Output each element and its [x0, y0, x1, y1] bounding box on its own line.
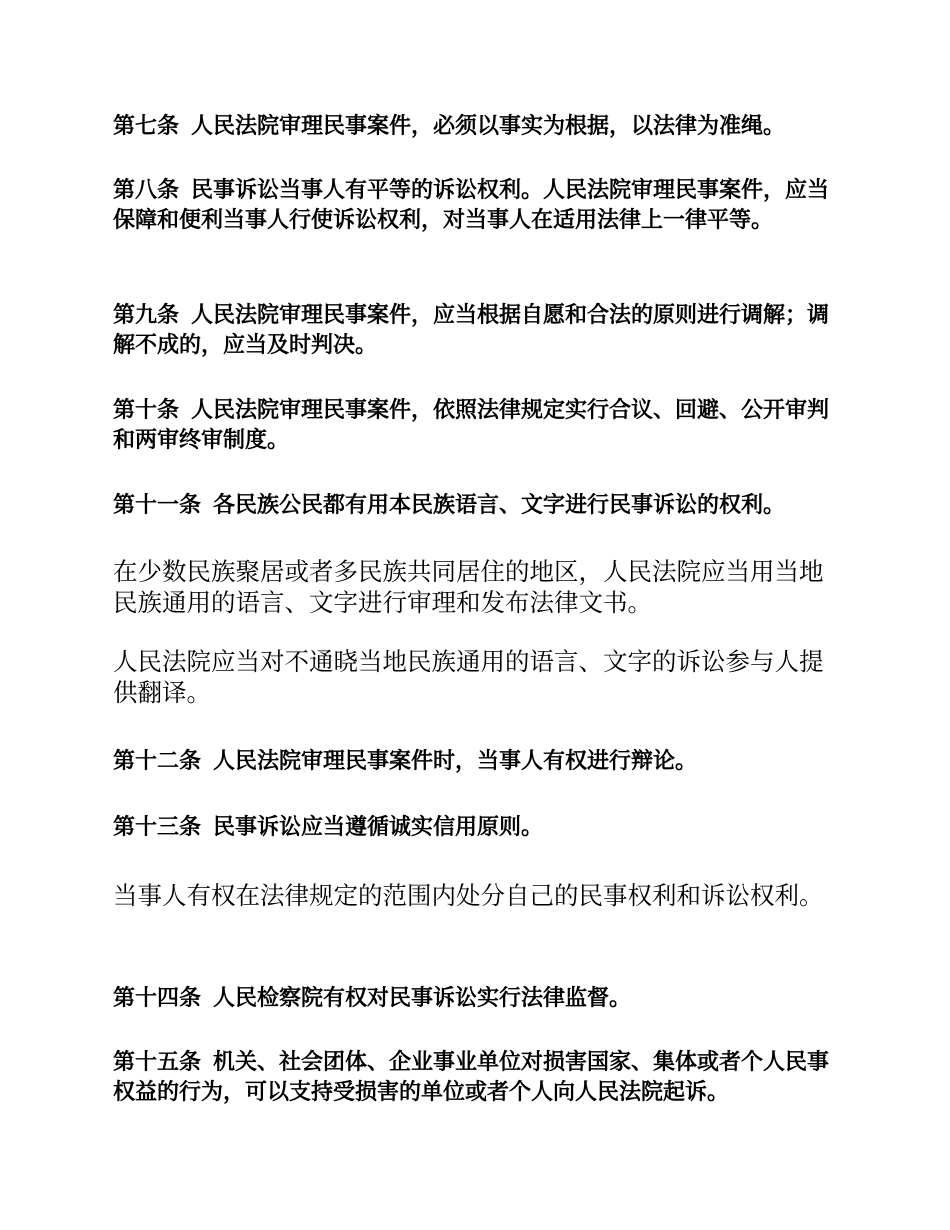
article-8	[113, 175, 843, 235]
article-number: 第十条	[113, 397, 180, 423]
article-text: 民事诉讼应当遵循诚实信用原则。	[213, 814, 544, 840]
article-text: 各民族公民都有用本民族语言、文字进行民事诉讼的权利。	[213, 492, 786, 518]
article-10	[113, 395, 843, 455]
paragraph-minority-regions: 在少数民族聚居或者多民族共同居住的地区，人民法院应当用当地民族通用的语言、文字进行审理和发布法律文书。	[113, 557, 824, 617]
article-text: 人民法院审理民事案件，应当根据自愿和合法的原则进行调解；调解不成的，应当及时判决。	[113, 302, 830, 358]
article-number: 第十四条	[113, 985, 202, 1011]
paragraph-translation: 人民法院应当对不通晓当地民族通用的语言、文字的诉讼参与人提供翻译。	[113, 647, 824, 707]
article-text: 人民法院审理民事案件时，当事人有权进行辩论。	[213, 748, 698, 774]
article-11	[113, 490, 843, 520]
article-number: 第十二条	[113, 748, 202, 774]
article-number: 第七条	[113, 113, 180, 139]
article-text: 人民检察院有权对民事诉讼实行法律监督。	[213, 985, 632, 1011]
article-number: 第八条	[113, 177, 180, 203]
article-number: 第十三条	[113, 814, 202, 840]
article-9	[113, 300, 843, 360]
article-13	[113, 812, 843, 842]
article-text: 人民法院审理民事案件，依照法律规定实行合议、回避、公开审判和两审终审制度。	[113, 397, 830, 453]
article-number: 第十五条	[113, 1049, 202, 1075]
article-7	[113, 111, 843, 141]
paragraph-disposal-rights: 当事人有权在法律规定的范围内处分自己的民事权利和诉讼权利。	[113, 881, 824, 910]
article-14	[113, 983, 843, 1013]
article-12	[113, 746, 843, 776]
article-number: 第十一条	[113, 492, 202, 518]
article-text: 人民法院审理民事案件，必须以事实为根据，以法律为准绳。	[191, 113, 786, 139]
article-15	[113, 1047, 843, 1107]
article-number: 第九条	[113, 302, 180, 328]
article-text: 民事诉讼当事人有平等的诉讼权利。人民法院审理民事案件，应当保障和便利当事人行使诉讼权利，对当事人在适用法律上一律平等。	[113, 177, 830, 233]
article-text: 机关、社会团体、企业事业单位对损害国家、集体或者个人民事权益的行为，可以支持受损害的单位或者个人向人民法院起诉。	[113, 1049, 830, 1105]
